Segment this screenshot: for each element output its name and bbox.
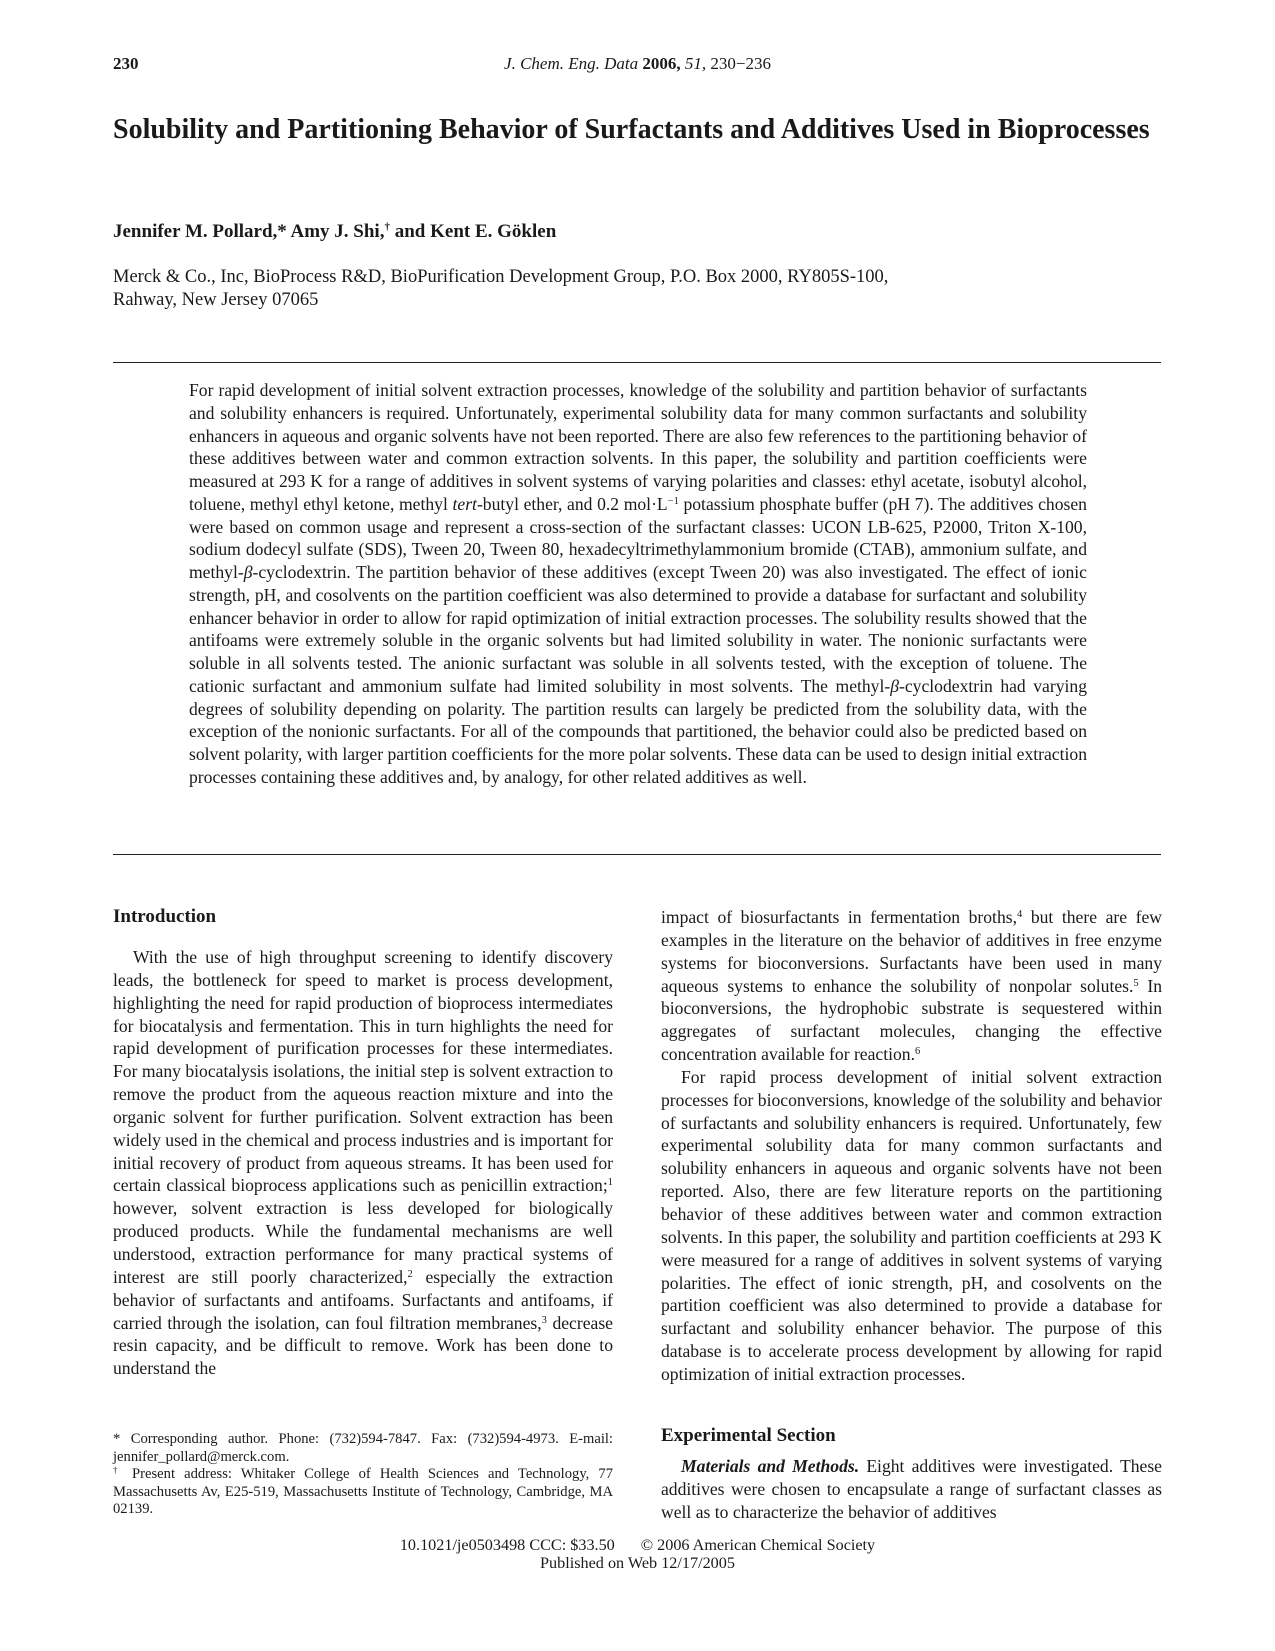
journal-name: J. Chem. Eng. Data (504, 54, 639, 73)
affiliation (113, 266, 1013, 312)
reference-1: 1 (607, 1177, 613, 1189)
abstract-beta-2: β (890, 675, 899, 696)
reference-6: 6 (915, 1046, 921, 1058)
footnote-2-text: Present address: Whitaker College of Health Sciences and Technology, 77 Massachusetts Av, E25-519, Massachusetts Institute of Technology, Cambridge, MA 02139. (113, 1466, 614, 1517)
journal-volume: 51, (684, 54, 707, 73)
introduction-heading: Introduction (113, 906, 217, 927)
journal-year: 2006, (642, 54, 681, 73)
intro-right-text-2: but there are few examples in the literature on the behavior of additives in free enzyme systems for bioconversions. Surfactants have been used in many aqueous systems to enhance the solubility of nonpolar solutes. (661, 907, 1162, 996)
abstract-superscript: −1 (667, 495, 679, 507)
footnote-1-text: Corresponding author. Phone: (732)594-7847. Fax: (732)594-4973. E-mail: jennifer_pollard@merck.com. (113, 1431, 613, 1465)
introduction-paragraph-1 (113, 946, 613, 1380)
reference-3: 3 (541, 1314, 547, 1326)
abstract-text-2: -butyl ether, and 0.2 mol·L (476, 493, 668, 514)
footnote-present-address (113, 1466, 613, 1519)
reference-5: 5 (1133, 977, 1139, 989)
intro-text-3: especially the extraction behavior of surfactants and antifoams. Surfactants and antifoams, if carried through the isolation, can foul filtration membranes, (113, 1266, 613, 1333)
experimental-section-heading: Experimental Section (661, 1425, 836, 1446)
footnote-corresponding (113, 1431, 613, 1466)
footnote-1-mark: * (113, 1431, 121, 1447)
intro-text-4: decrease resin capacity, and be difficult to remove. Work has been done to understand the (113, 1312, 613, 1379)
intro-text-2: however, solvent extraction is less developed for biologically produced products. While the fundamental mechanisms are well understood, extraction performance for many practical systems of interest are still poorly characterized, (113, 1198, 613, 1287)
article-title: Solubility and Partitioning Behavior of Surfactants and Additives Used in Bioprocesses (113, 114, 1150, 145)
footer-copyright: © 2006 American Chemical Society (640, 1536, 876, 1554)
materials-paragraph (661, 1455, 1162, 1524)
reference-4: 4 (1017, 909, 1023, 920)
materials-and-methods (661, 1455, 1162, 1524)
journal-citation (0, 54, 1275, 74)
intro-text-1: With the use of high throughput screening to identify discovery leads, the bottleneck for speed to market is process development, highlighting the need for rapid production of bioprocess intermediates for biocatalysis and fermentation. This in turn highlights the need for rapid development of purification processes for these intermediates. For many biocatalysis isolations, the initial step is solvent extraction to remove the product from the aqueous reaction mixture and into the organic solvent for further purification. Solvent extraction has been widely used in the chemical and process industries and is important for initial recovery of product from aqueous streams. It has been used for certain classical bioprocess applications such as penicillin extraction; (113, 947, 613, 1196)
abstract-bottom-rule (113, 854, 1161, 855)
footer-line-1 (0, 1536, 1275, 1554)
abstract-italic-tert: tert (452, 493, 477, 514)
journal-pages: 230−236 (710, 54, 771, 73)
right-column-text (661, 906, 1162, 1386)
abstract-text-3: potassium phosphate buffer (pH 7). The additives chosen were based on common usage and represent a cross-section of the surfactant classes: UCON LB-625, P2000, Triton X-100, sodium dodecyl sulfate (SDS), Tween 20, Tween 80, hexadecyltrimethylammonium bromide (CTAB), ammonium sulfate, and methyl- (189, 493, 1087, 582)
author-1: Jennifer M. Pollard,* (113, 221, 291, 242)
abstract-text-1: For rapid development of initial solvent extraction processes, knowledge of the solubility and partition behavior of surfactants and solubility enhancers is required. Unfortunately, experimental solubility data for many common surfactants and solubility enhancers in aqueous and organic solvents have not been reported. There are also few references to the partitioning behavior of these additives between water and common extraction solvents. In this paper, the solubility and partition coefficients were measured at 293 K for a range of additives in solvent systems of varying polarities and classes: ethyl acetate, isobutyl alcohol, toluene, methyl ethyl ketone, methyl (189, 380, 1087, 514)
intro-right-text-1: impact of biosurfactants in fermentation broths, (661, 907, 1017, 927)
materials-run-in-heading: Materials and Methods. (681, 1456, 860, 1476)
abstract (189, 379, 1087, 789)
materials-text: Eight additives were investigated. These additives were chosen to encapsulate a range of surfactant classes as well as to characterize the behavior of additives (661, 1456, 1162, 1522)
abstract-text-5: -cyclodextrin had varying degrees of solubility depending on polarity. The partition results can largely be predicted from the solubility data, with the exception of the nonionic surfactants. For all of the compounds that partitioned, the behavior could also be predicted based on solvent polarity, with larger partition coefficients for the more polar solvents. These data can be used to design initial extraction processes containing these additives and, by analogy, for other related additives as well. (189, 675, 1087, 787)
affiliation-line-1: Merck & Co., Inc, BioProcess R&D, BioPurification Development Group, P.O. Box 2000, RY805S-100, (113, 267, 889, 287)
introduction-paragraph-1-continued (661, 906, 1162, 1066)
author-2: Amy J. Shi, (290, 221, 385, 242)
introduction-paragraph-2: For rapid process development of initial solvent extraction processes for bioconversions, knowledge of the solubility and behavior of surfactants and solubility enhancers is required. Unfortunately, few experimental solubility data for many common surfactants and solubility enhancers in aqueous and organic solvents have not been reported. Also, there are few literature reports on the partitioning behavior of these additives between water and common extraction solvents. In this paper, the solubility and partition coefficients at 293 K were measured for a range of additives in solvent systems of varying polarities. The effect of ionic strength, pH, and cosolvents on the partition coefficient was also determined to provide a database for surfactant and solubility enhancer behavior. The purpose of this database is to accelerate process development by allowing for rapid optimization of initial extraction processes. (661, 1066, 1162, 1384)
left-column-text (113, 946, 613, 1380)
abstract-top-rule (113, 362, 1161, 363)
affiliation-line-2: Rahway, New Jersey 07065 (113, 290, 319, 310)
page-footer (0, 1536, 1275, 1572)
author-3: and Kent E. Göklen (389, 221, 557, 242)
page-number: 230 (113, 54, 139, 73)
footer-published: Published on Web 12/17/2005 (540, 1554, 735, 1572)
author-list (113, 221, 556, 243)
footer-doi: 10.1021/je0503498 CCC: $33.50 (399, 1536, 615, 1554)
abstract-beta-1: β (243, 562, 253, 582)
author-2-footnote-mark: † (384, 221, 390, 233)
intro-right-text-3: In bioconversions, the hydrophobic substrate is sequestered within aggregates of surfactant molecules, changing the effective concentration available for reaction. (661, 975, 1162, 1065)
footnote-2-mark: † (113, 1465, 123, 1475)
reference-2: 2 (407, 1268, 413, 1280)
footnotes (113, 1431, 613, 1519)
abstract-text-4: -cyclodextrin. The partition behavior of these additives (except Tween 20) was also investigated. The effect of ionic strength, pH, and cosolvents on the partition coefficient was also determined to provide a database for surfactant and solubility enhancer behavior in order to allow for rapid optimization of initial extraction processes. The solubility results showed that the antifoams were extremely soluble in the organic solvents but had limited solubility in water. The nonionic surfactants were soluble in all solvents tested. The anionic surfactant was soluble in all solvents tested, with the exception of toluene. The cationic surfactant and ammonium sulfate had limited solubility in most solvents. The methyl- (189, 562, 1087, 696)
